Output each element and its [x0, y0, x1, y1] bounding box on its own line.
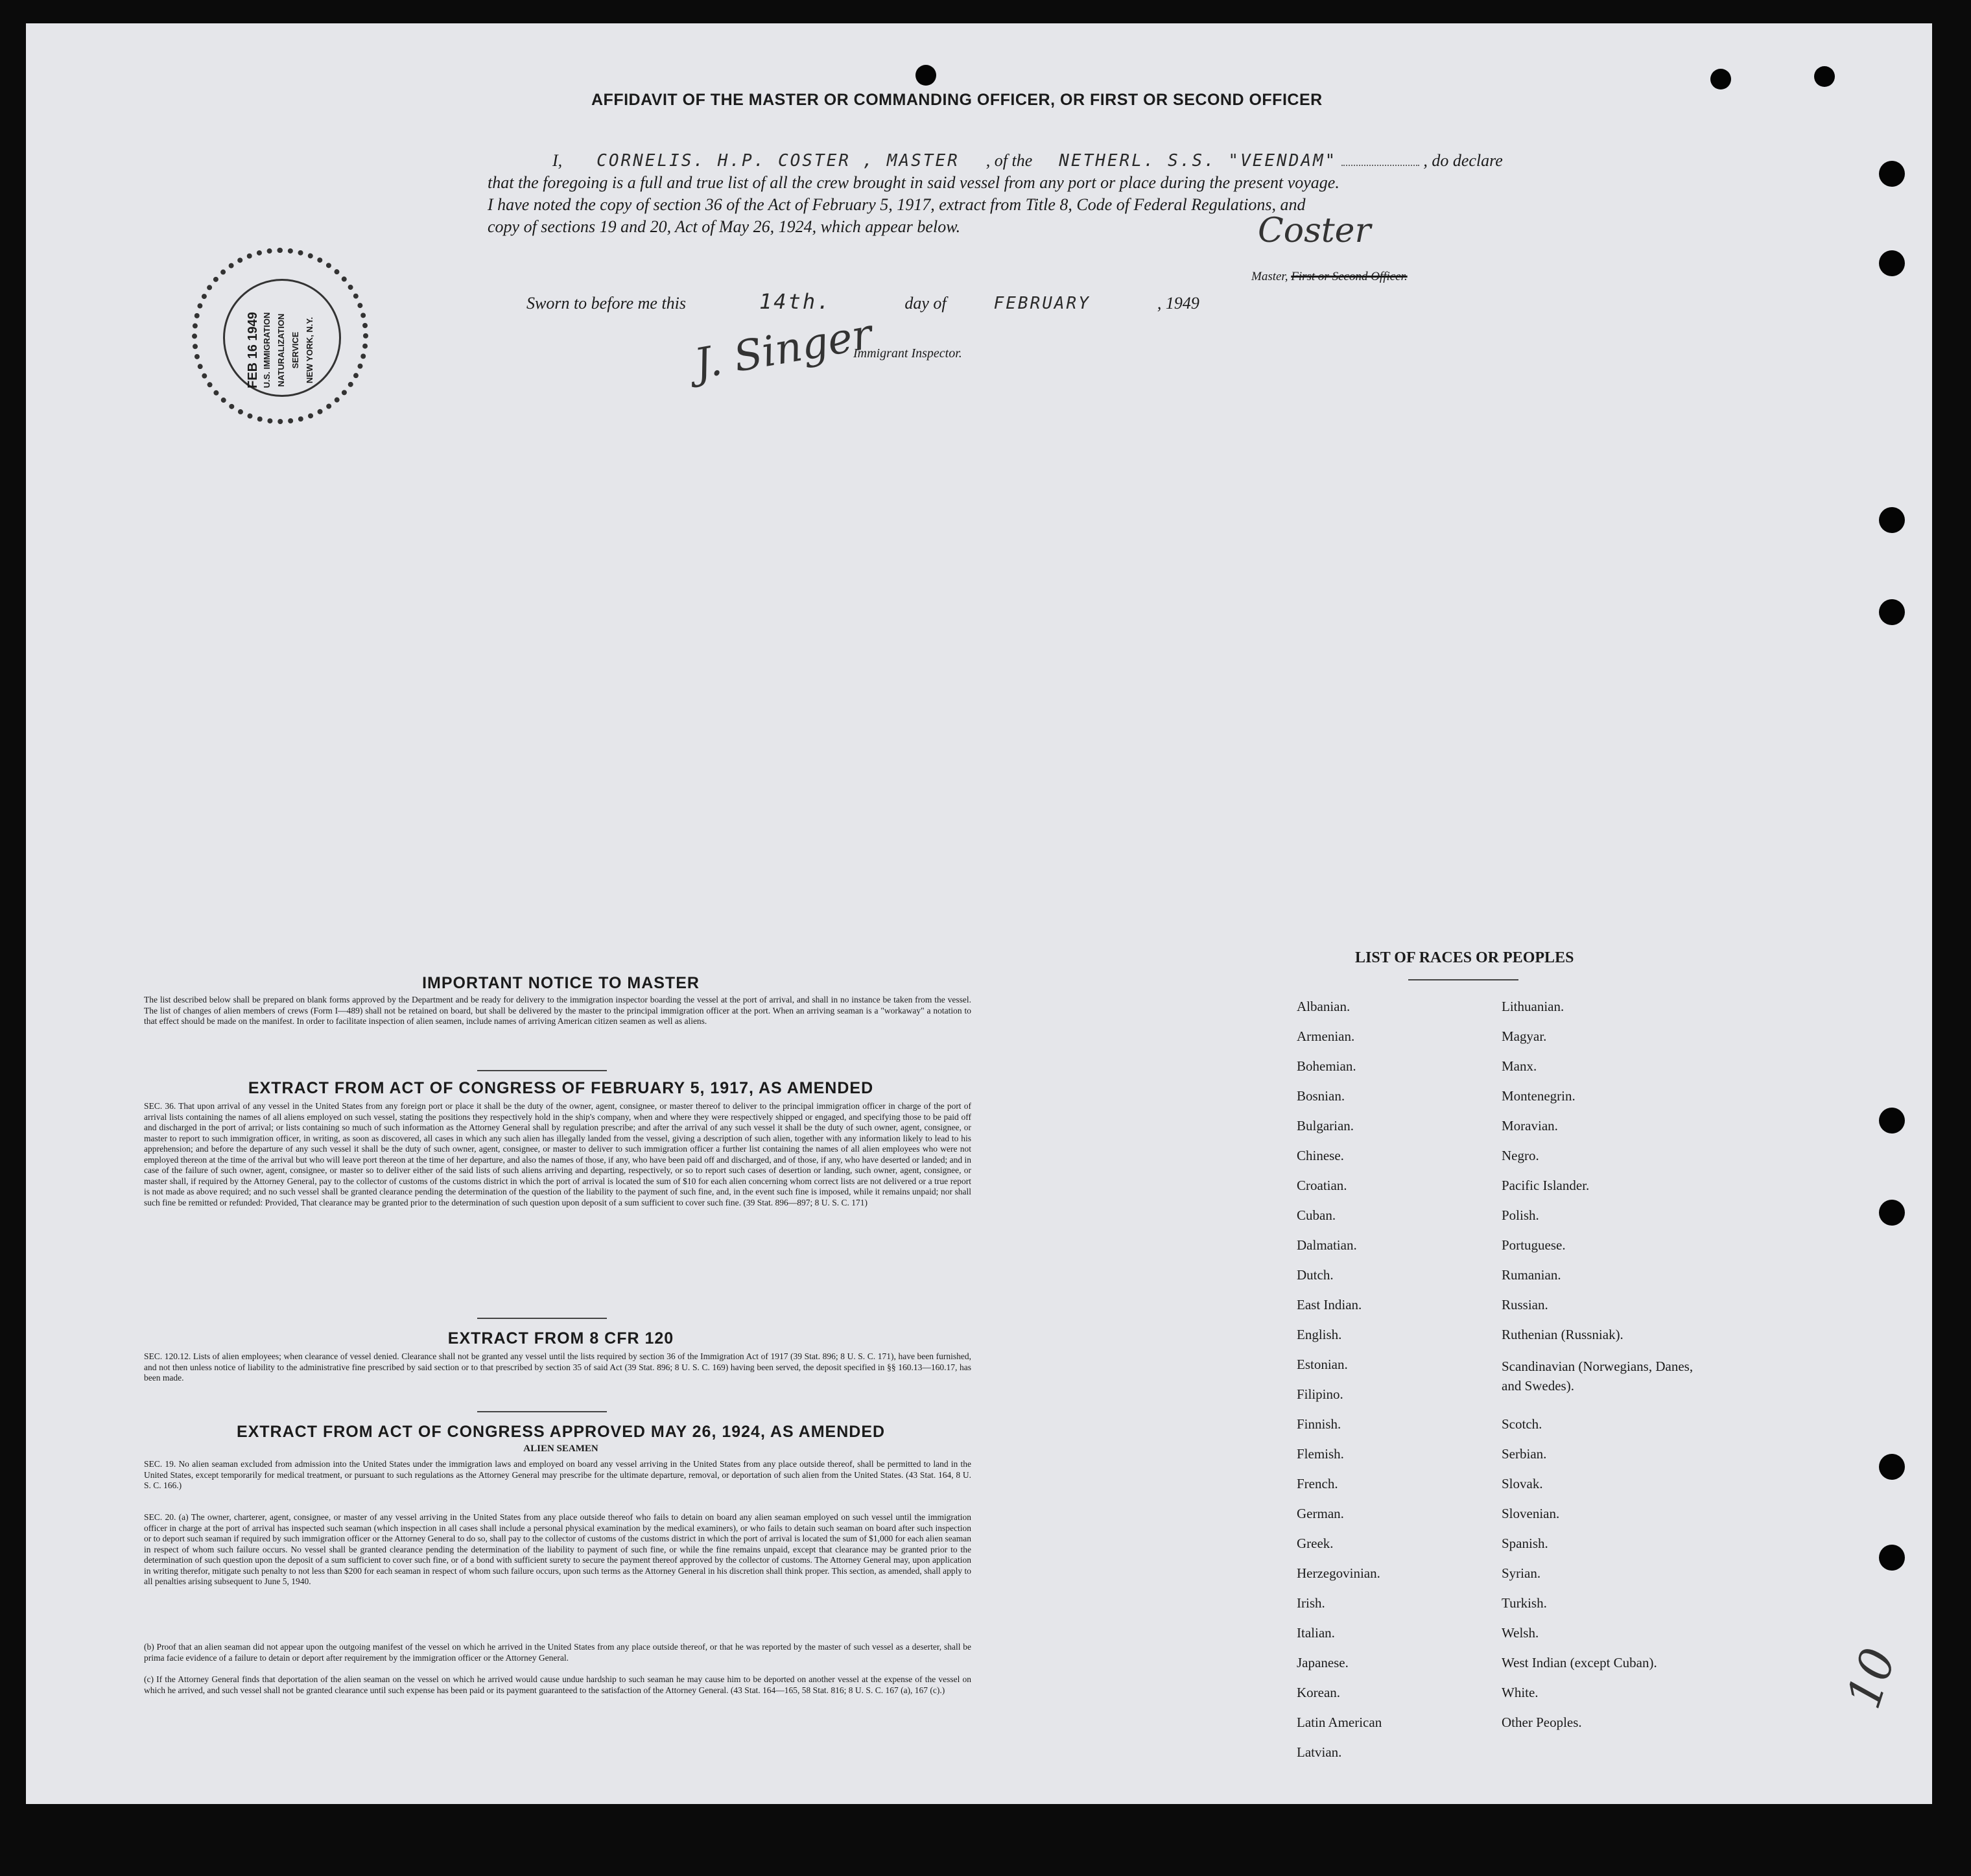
punch-hole — [1879, 1200, 1905, 1226]
race-item: West Indian (except Cuban). — [1502, 1655, 1657, 1670]
divider — [1408, 979, 1518, 980]
race-item: Magyar. — [1502, 1028, 1547, 1044]
punch-hole — [1879, 161, 1905, 187]
race-item: Filipino. — [1297, 1386, 1343, 1402]
race-item: Pacific Islander. — [1502, 1178, 1590, 1193]
stamp-line: NEW YORK, N.Y. — [305, 316, 314, 384]
master-label: Master, — [1251, 270, 1288, 283]
race-item: White. — [1502, 1685, 1539, 1700]
extract-1924-sec19: SEC. 19. No alien seaman excluded from admission into the United States under the immigration laws and employed on board any vessel arriving in the United States from any place outside thereof, shall be permitted to land in the United States, except temporarily for medical treatment, or pursuant to such regulations as the Attorney General may prescribe for the ultimate departure, removal, or deportation of such alien from the United States. (43 Stat. 164, 8 U. S. C. 166.) — [144, 1459, 971, 1490]
race-item: German. — [1297, 1506, 1344, 1521]
race-item: Irish. — [1297, 1595, 1325, 1611]
race-item: Estonian. — [1297, 1357, 1348, 1372]
race-item: Scandinavian (Norwegians, Danes, and Swedes). — [1502, 1359, 1694, 1394]
affidavit-declaration — [552, 149, 1533, 172]
punch-hole — [1879, 599, 1905, 625]
officer-struck: First or Second Officer. — [1291, 270, 1408, 283]
race-item: Montenegrin. — [1502, 1088, 1576, 1104]
race-item: Moravian. — [1502, 1118, 1558, 1134]
day-of-label: day of — [904, 294, 947, 313]
extract-1917-text: SEC. 36. That upon arrival of any vessel in the United States from any foreign port or place it shall be the duty of the owner, agent, consignee, or master thereof to deliver to the principal immigration officer in charge of the port of arrival lists containing the names of all aliens employed on such vessel, stating the positions they respectively hold in the ship's company, when and where they were respectively shipped or engaged, and specifying those to be paid off and discharged in the port of arrival; or lists containing so much of such information as the Attorney General shall by regulation prescribe; and after the arrival of any such vessel it shall be the duty of such owner, agent, consignee, or master to report to such immigration officer, in writing, as soon as discovered, all cases in which any such alien has illegally landed from the vessel, giving a description of such alien, together with any information likely to lead to his apprehension; and before the departure of any such vessel it shall be the duty of such owner, agent, consignee, or master to deliver to such immigration officer a further list containing the names of all alien employees who were not employed thereon at the time of the arrival but who will leave port thereon at the time of her departure, and also the names of those, if any, who have been paid off and discharged, and of those, if any, who have deserted or landed; and in case of the failure of such owner, agent, consignee, or master so to deliver either of the said lists of such aliens arriving and departing, respectively, or so to report such cases of desertion or landing, such owner, agent, consignee, or master shall, if required by the Attorney General, pay to the collector of customs of the customs district in which the port of arrival is located the sum of $10 for each alien concerning whom correct lists are not delivered or a true report is not made as above required; and no such vessel shall be granted clearance pending the determination of the question of the liability to the payment of such fine, and, in the event such fine is imposed, while it remains unpaid; nor shall such fine be remitted or refunded: Provided, That clearance may be granted prior to the determination of such question upon deposit of a sum sufficient to cover such fine. (39 Stat. 896—897; 8 U. S. C. 171) — [144, 1101, 971, 1207]
extract-1917-title: EXTRACT FROM ACT OF CONGRESS OF FEBRUARY 5, 1917, AS AMENDED — [248, 1079, 874, 1097]
do-declare-label: , do declare — [1423, 151, 1503, 170]
extract-cfr-title: EXTRACT FROM 8 CFR 120 — [447, 1329, 674, 1348]
sworn-month: FEBRUARY — [993, 294, 1091, 313]
race-item: Latvian. — [1297, 1744, 1342, 1760]
immigration-stamp — [192, 248, 368, 424]
race-item: Croatian. — [1297, 1178, 1347, 1193]
race-item: Albanian. — [1297, 999, 1351, 1014]
race-item: Ruthenian (Russniak). — [1502, 1327, 1623, 1342]
extract-cfr-text: SEC. 120.12. Lists of alien employees; when clearance of vessel denied. Clearance shall not be granted any vessel until the lists required by section 36 of the Immigration Act of 1917 (39 Stat. 896; 8 U. S. C. 171), have been furnished, and not then unless notice of liability to the administrative fine prescribed by said section or to that prescribed by section 35 of said Act (39 Stat. 896; 8 U. S. C. 169) having been served, the deposit specified in §§ 160.13—160.17, has been made. — [144, 1351, 971, 1383]
vessel-name: NETHERL. S.S. "VEENDAM" — [1059, 151, 1338, 171]
race-item: Turkish. — [1502, 1595, 1547, 1611]
race-item: Bosnian. — [1297, 1088, 1345, 1104]
master-signature-line — [1251, 270, 1408, 284]
sworn-day: 14th. — [759, 289, 832, 314]
race-item: Japanese. — [1297, 1655, 1349, 1670]
race-item: Serbian. — [1502, 1446, 1547, 1462]
race-item: English. — [1297, 1327, 1342, 1342]
divider — [477, 1070, 607, 1071]
race-item: Dutch. — [1297, 1267, 1334, 1283]
race-item: Polish. — [1502, 1207, 1539, 1223]
extract-1924-sec20c: (c) If the Attorney General finds that deportation of the alien seaman on the vessel on which he arrived would cause undue hardship to such seaman he may cause him to be deported on another vessel at the expense of the vessel on which he arrived, and such vessel shall not be granted clearance until such expense has been paid or its payment guaranteed to the satisfaction of the Attorney General. (43 Stat. 164—165, 58 Stat. 816; 8 U. S. C. 167 (a), 167 (c).) — [144, 1674, 971, 1695]
race-item: Other Peoples. — [1502, 1715, 1582, 1730]
stamp-line: SERVICE — [290, 331, 300, 369]
race-item: Negro. — [1502, 1148, 1539, 1163]
punch-hole — [1879, 1108, 1905, 1134]
race-item: French. — [1297, 1476, 1338, 1491]
notice-title: IMPORTANT NOTICE TO MASTER — [422, 974, 700, 992]
master-name: CORNELIS. H.P. COSTER , MASTER — [596, 151, 960, 171]
sworn-line — [526, 291, 1369, 315]
document-page — [26, 23, 1932, 1804]
race-item: Chinese. — [1297, 1148, 1344, 1163]
affidavit-title: AFFIDAVIT OF THE MASTER OR COMMANDING OFFICER, OR FIRST OR SECOND OFFICER — [591, 91, 1323, 109]
divider — [477, 1318, 607, 1319]
races-left-column — [1297, 999, 1491, 1774]
affidavit-line-4: copy of sections 19 and 20, Act of May 26, 1924, which appear below. — [488, 217, 961, 236]
race-item: Portuguese. — [1502, 1237, 1566, 1253]
races-title: LIST OF RACES OR PEOPLES — [1355, 949, 1574, 966]
stamp-date: FEB 16 1949 — [246, 312, 260, 388]
race-item: Cuban. — [1297, 1207, 1336, 1223]
extract-1924-title: EXTRACT FROM ACT OF CONGRESS APPROVED MAY 26, 1924, AS AMENDED — [236, 1423, 886, 1441]
race-item: Rumanian. — [1502, 1267, 1561, 1283]
race-item: Lithuanian. — [1502, 999, 1564, 1014]
race-item: Syrian. — [1502, 1565, 1541, 1581]
extract-1924-sec20a: SEC. 20. (a) The owner, charterer, agent, consignee, or master of any vessel arriving in the United States from any place outside thereof who fails to detain on board any alien seaman employed on such vessel until the immigration officer in charge at the port of arrival has inspected such seaman (which inspection in all cases shall include a personal physical examination by the medical examiners), or who fails to detain such seaman on board after such inspection or to deport such seaman if required by such immigration officer or the Attorney General to do so, shall pay to the collector of customs of the customs district in which the port of arrival is located the sum of $1,000 for each alien seaman in respect of whom such failure occurs. No vessel shall be granted clearance pending the determination of the liability to payment of such fine, or while the fine remains unpaid, except that clearance may be granted prior to the determination of such question upon the deposit of a sum sufficient to cover such fine, or of a bond with sufficient surety to secure the payment thereof approved by the collector of customs. The Attorney General may, upon application in writing therefor, mitigate such penalty to not less than $200 for each seaman in respect of whom such failure occurs, upon such terms as the Attorney General in his discretion shall think proper. This section, as amended, shall apply to all penalties arising subsequent to June 5, 1940. — [144, 1512, 971, 1586]
stamp-line: NATURALIZATION — [276, 313, 286, 387]
notice-text: The list described below shall be prepared on blank forms approved by the Department and be ready for delivery to the immigration inspector boarding the vessel at the port of arrival, and shall in no instance be taken from the vessel. The list of changes of alien members of crews (Form I—489) shall not be retained on board, but shall be delivered by the master to the principal immigration officer at the port. When an arriving seaman is a "workaway" a notation to that effect should be made on the manifest. In order to facilitate inspection of alien seamen, include names of arriving American citizen seamen as well as aliens. — [144, 995, 971, 1026]
punch-hole — [1879, 1545, 1905, 1571]
race-item: Bulgarian. — [1297, 1118, 1354, 1134]
extract-1924-sec20b: (b) Proof that an alien seaman did not appear upon the outgoing manifest of the vessel on which he arrived in the United States from any place outside thereof, or that he was reported by the master of such vessel as a deserter, shall be prima facie evidence of a failure to detain or deport after requirement by the immigration officer or the Attorney General. — [144, 1642, 971, 1663]
race-item: Herzegovinian. — [1297, 1565, 1380, 1581]
master-signature: Coster — [1258, 211, 1371, 250]
stamp-text — [246, 298, 317, 402]
divider — [477, 1411, 607, 1412]
race-item: Bohemian. — [1297, 1058, 1356, 1074]
inspector-label: Immigrant Inspector. — [853, 346, 962, 361]
punch-hole — [1814, 66, 1835, 87]
declare-prefix: I, — [552, 151, 563, 170]
races-right-column — [1502, 999, 1865, 1744]
race-item: Korean. — [1297, 1685, 1341, 1700]
race-item: Slovak. — [1502, 1476, 1543, 1491]
race-item: Greek. — [1297, 1536, 1334, 1551]
punch-hole — [1879, 1454, 1905, 1480]
alien-seamen-subtitle: ALIEN SEAMEN — [523, 1443, 598, 1454]
affidavit-line-2: that the foregoing is a full and true list of all the crew brought in said vessel from any port or place during the present voyage. — [488, 173, 1340, 192]
race-item: Latin American — [1297, 1715, 1382, 1730]
race-item: Welsh. — [1502, 1625, 1539, 1641]
race-item: Italian. — [1297, 1625, 1335, 1641]
race-item: Slovenian. — [1502, 1506, 1560, 1521]
race-item: Manx. — [1502, 1058, 1537, 1074]
race-item: Dalmatian. — [1297, 1237, 1357, 1253]
punch-hole — [1879, 507, 1905, 533]
sworn-year: , 1949 — [1157, 294, 1199, 313]
sworn-prefix: Sworn to before me this — [526, 294, 687, 313]
margin-note: 10 — [1835, 1641, 1906, 1715]
punch-hole — [1710, 69, 1731, 89]
race-item: East Indian. — [1297, 1297, 1362, 1312]
race-item: Scotch. — [1502, 1416, 1542, 1432]
of-the-label: , of the — [986, 151, 1033, 170]
race-item: Armenian. — [1297, 1028, 1355, 1044]
race-item: Russian. — [1502, 1297, 1548, 1312]
stamp-line: U.S. IMMIGRATION — [262, 312, 272, 388]
inspector-signature: J. Singer — [690, 310, 876, 389]
punch-hole — [1879, 250, 1905, 276]
punch-hole — [915, 65, 936, 86]
race-item: Spanish. — [1502, 1536, 1548, 1551]
race-item: Flemish. — [1297, 1446, 1344, 1462]
race-item: Finnish. — [1297, 1416, 1341, 1432]
affidavit-line-3: I have noted the copy of section 36 of the Act of February 5, 1917, extract from Title 8, Code of Federal Regulations, and — [488, 195, 1306, 214]
